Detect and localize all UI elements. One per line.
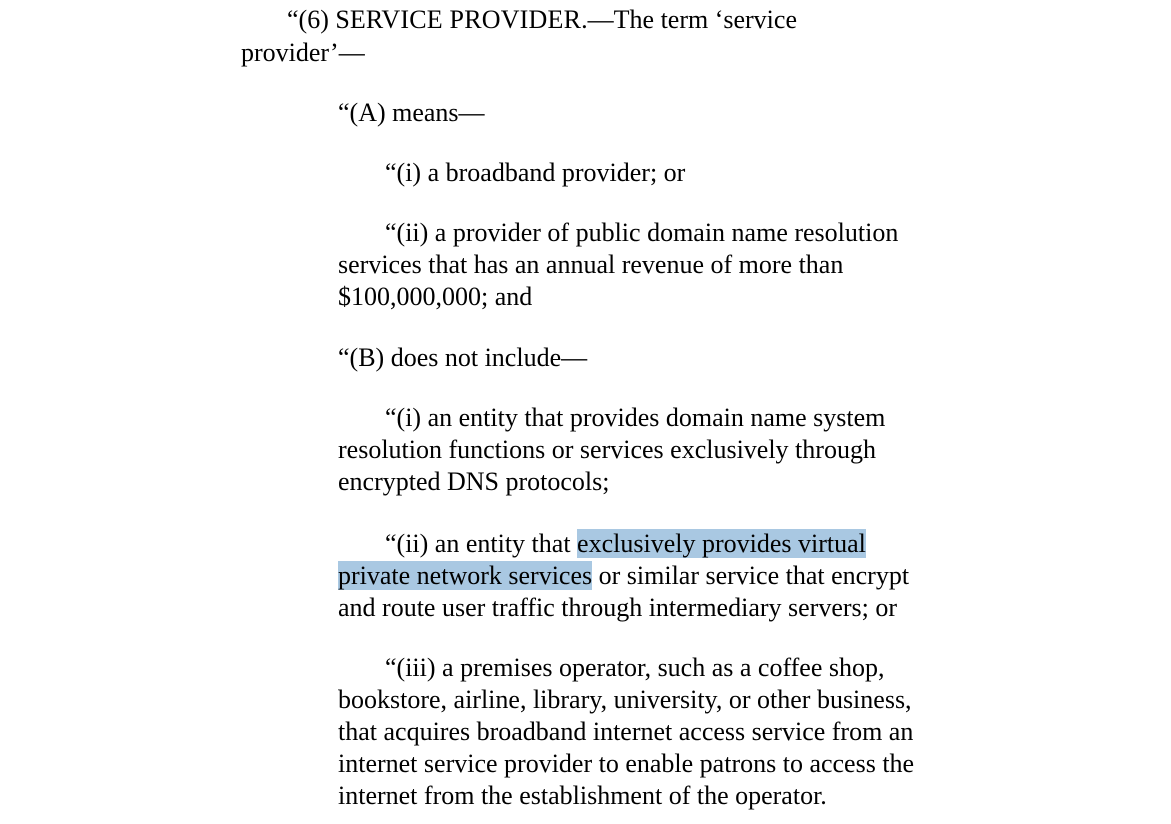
clause-b-iii-line: “(iii) a premises operator, such as a coffee shop, [385, 653, 885, 682]
clause-a-ii-line: “(ii) a provider of public domain name resolution [385, 218, 899, 247]
clause-b-ii-line1 [385, 528, 866, 560]
clause-b-iii-line: internet from the establishment of the operator. [338, 781, 827, 810]
clause-a-ii-line: $100,000,000; and [338, 282, 533, 311]
clause-b-iii-line: bookstore, airline, library, university, or other business, [338, 685, 912, 714]
heading-prefix: “(6) S [287, 5, 350, 34]
clause-b-ii-text: “(ii) an entity that [385, 529, 578, 558]
paragraph-a: “(A) means— [338, 98, 485, 127]
clause-b-ii-text: or similar service that encrypt [592, 561, 910, 590]
clause-b-ii-line2 [338, 560, 909, 592]
clause-b-i-line: encrypted DNS protocols; [338, 467, 610, 496]
clause-b-i-line: resolution functions or services exclusively through [338, 435, 876, 464]
clause-b-iii-line: that acquires broadband internet access service from an [338, 717, 914, 746]
heading-continuation: provider’— [241, 38, 365, 67]
heading-rest: .—The term ‘service [581, 5, 797, 34]
paragraph-b: “(B) does not include— [338, 343, 588, 372]
section-heading [287, 4, 797, 36]
clause-b-ii-line3: and route user traffic through intermediary servers; or [338, 593, 898, 622]
selected-text-highlight[interactable]: private network services [338, 561, 593, 590]
clause-b-i-line: “(i) an entity that provides domain name system [385, 403, 886, 432]
heading-small-caps: ERVICE PROVIDER [349, 5, 582, 34]
selected-text-highlight[interactable]: exclusively provides virtual [577, 529, 866, 558]
clause-a-ii-line: services that has an annual revenue of more than [338, 250, 844, 279]
clause-a-i: “(i) a broadband provider; or [385, 158, 686, 187]
clause-b-iii-line: internet service provider to enable patrons to access the [338, 749, 915, 778]
